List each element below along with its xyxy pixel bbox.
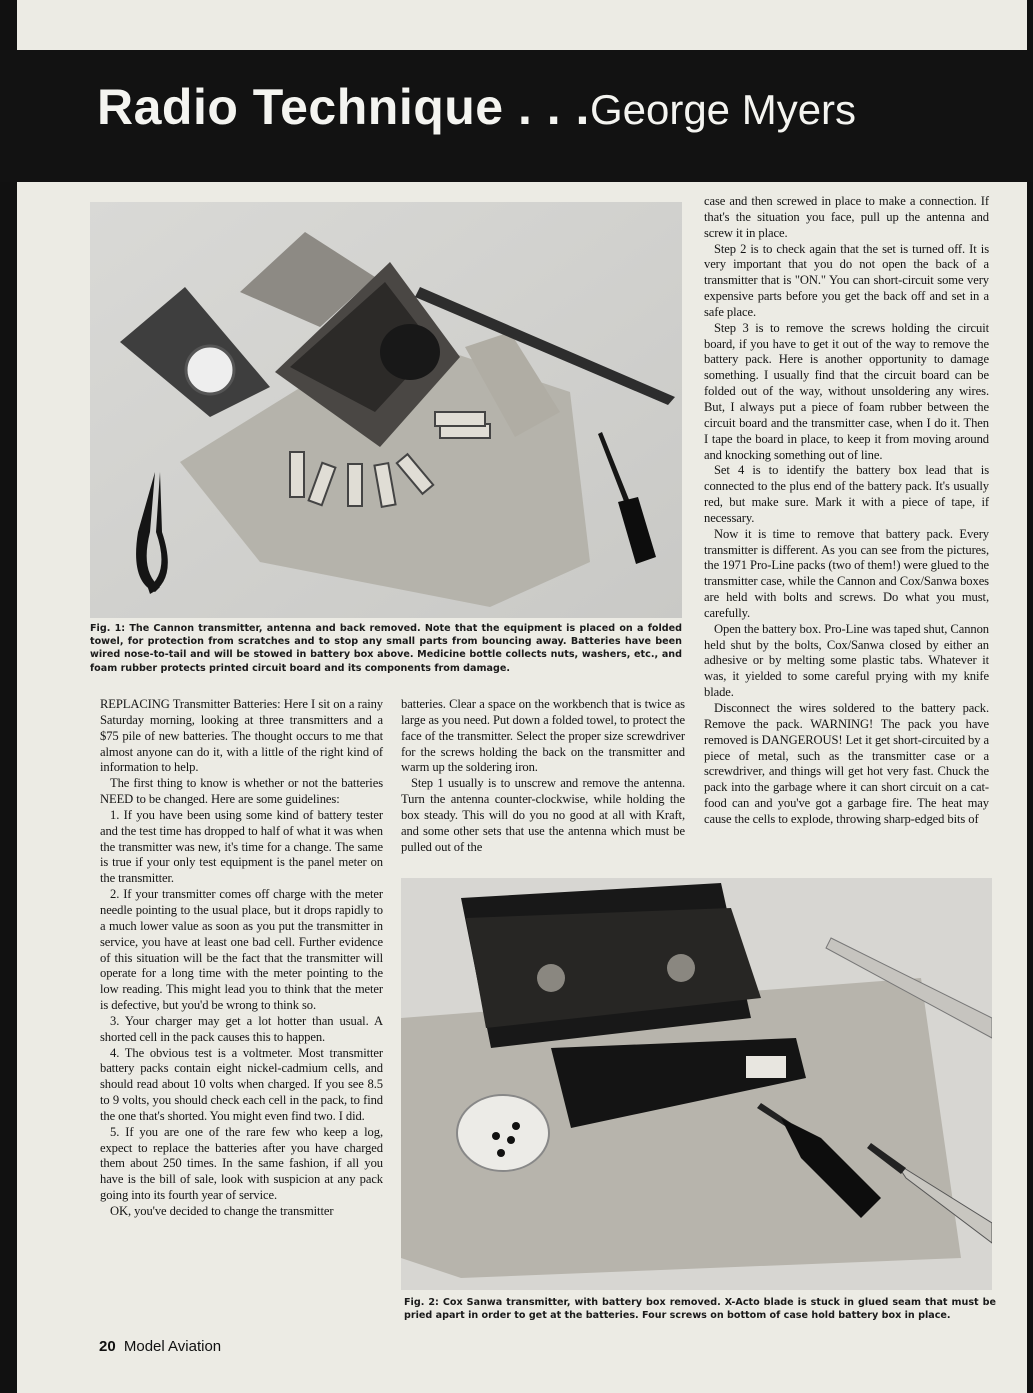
- page-number: 20: [99, 1338, 116, 1355]
- paragraph: OK, you've decided to change the transmitter: [110, 1204, 334, 1218]
- paragraph: The first thing to know is whether or not the batteries NEED to be changed. Here are some guidelines:: [100, 776, 383, 807]
- paragraph: 1. If you have been using some kind of battery tester and the test time has dropped to half of what it was when the transmitter was new, it's time for a change. The same is true if your only test equipment is the panel meter on the transmitter.: [100, 807, 383, 886]
- article-column-1: [100, 697, 383, 1220]
- paragraph: Disconnect the wires soldered to the battery pack. Remove the pack. WARNING! The pack you have removed is DANGEROUS! Let it get short-circuited by a piece of metal, such as the transmitter case or a screwdriver, and things will get hot very fast. Chuck the pack into the garbage where it can short circuit on a cat-food can and you've got a garbage fire. The heat may cause the cells to explode, throwing sharp-edged bits of: [704, 701, 989, 826]
- article-title: [97, 78, 856, 136]
- page-footer: [99, 1338, 221, 1355]
- paragraph: Step 2 is to check again that the set is turned off. It is very important that you do not open the back of a transmitter that is "ON." You can short-circuit some very expensive parts before you get the back off and set in a safe place.: [704, 241, 989, 319]
- paragraph: 3. Your charger may get a lot hotter than usual. A shorted cell in the pack causes this to happen.: [100, 1013, 383, 1044]
- magazine-name: Model Aviation: [123, 1338, 222, 1355]
- figure-2-photo: [401, 878, 992, 1290]
- paragraph: Step 3 is to remove the screws holding the circuit board, if you have to get it out of the way to remove the battery pack. Here is another opportunity to damage something. I usually find that the circuit board can be folded out of the way, without unsoldering any wires. But, I always put a piece of foam rubber between the circuit board and the transmitter case, when I do it. Then I tape the board in place, to keep it from moving around and knocking something out of line.: [704, 320, 989, 462]
- paragraph: REPLACING Transmitter Batteries: Here I sit on a rainy Saturday morning, looking at three transmitters and a $75 pile of new batteries. The thought occurs to me that almost anyone can do it, with a little of the right kind of information to help.: [100, 697, 383, 775]
- figure-1-caption: Fig. 1: The Cannon transmitter, antenna and back removed. Note that the equipment is placed on a folded towel, for protection from scratches and to stop any small parts from bouncing away. Batteries have been wired nose-to-tail and will be stowed in battery box above. Medicine bottle collects nuts, washers, etc., and foam rubber protects printed circuit board and its components from damage.: [90, 623, 682, 674]
- paragraph: case and then screwed in place to make a connection. If that's the situation you face, pull up the antenna and screw it in place.: [704, 194, 989, 240]
- paragraph: 5. If you are one of the rare few who keep a log, expect to replace the batteries after you have charged them about 250 times. In the same fashion, if all you have is the bill of sale, look with suspicion at any pack going into its fourth year of service.: [100, 1124, 383, 1203]
- paragraph: 4. The obvious test is a voltmeter. Most transmitter battery packs contain eight nickel-cadmium cells, and should read about 10 volts when charged. If you see 8.5 to 9 volts, you should check each cell in the pack, to find the one that's shorted. You might even find two. I did.: [100, 1045, 383, 1123]
- article-column-2: [401, 697, 685, 855]
- paragraph: Open the battery box. Pro-Line was taped shut, Cannon held shut by the bolts, Cox/Sanwa closed by either an adhesive or by melting some plastic tabs. Whatever it was, it yielded to some careful prying with my knife blade.: [704, 621, 989, 700]
- figure-1-photo: [90, 202, 682, 618]
- paragraph: batteries. Clear a space on the workbench that is twice as large as you need. Put down a folded towel, to protect the face of the transmitter. Select the proper size screwdriver for the screws holding the back on the transmitter and warm up the soldering iron.: [401, 697, 685, 775]
- paragraph: Step 1 usually is to unscrew and remove the antenna. Turn the antenna counter-clockwise, while holding the box steady. This will do you no good at all with Kraft, and some other sets that use the antenna which must be pulled out of the: [401, 776, 685, 854]
- figure-2-caption: Fig. 2: Cox Sanwa transmitter, with battery box removed. X-Acto blade is stuck in glued seam that must be pried apart in order to get at the batteries. Four screws on bottom of case hold battery box in place.: [404, 1297, 996, 1322]
- author-name: George Myers: [589, 86, 857, 133]
- paragraph: Now it is time to remove that battery pack. Every transmitter is different. As you can see from the pictures, the 1971 Pro-Line packs (two of them!) were glued to the transmitter case, while the Cannon and Cox/Sanwa boxes are held with bolts and screws. Do what you must, carefully.: [704, 526, 989, 620]
- paragraph: Set 4 is to identify the battery box lead that is connected to the plus end of the battery pack. It's usually red, but make sure. Mark it with a piece of tape, if necessary.: [704, 463, 989, 525]
- paragraph: 2. If your transmitter comes off charge with the meter needle pointing to the usual place, but it drops rapidly to a much lower value as soon as you put the transmitter in service, you have at least one bad cell. Further evidence of this situation will be the fact that the transmitter will operate for a long time with the meter pointing to the low reading. This might lead you to think that the meter is defective, but you'd be wrong to think so.: [100, 887, 383, 1013]
- article-column-3: [704, 194, 989, 828]
- title-text: Radio Technique . . .: [97, 79, 590, 135]
